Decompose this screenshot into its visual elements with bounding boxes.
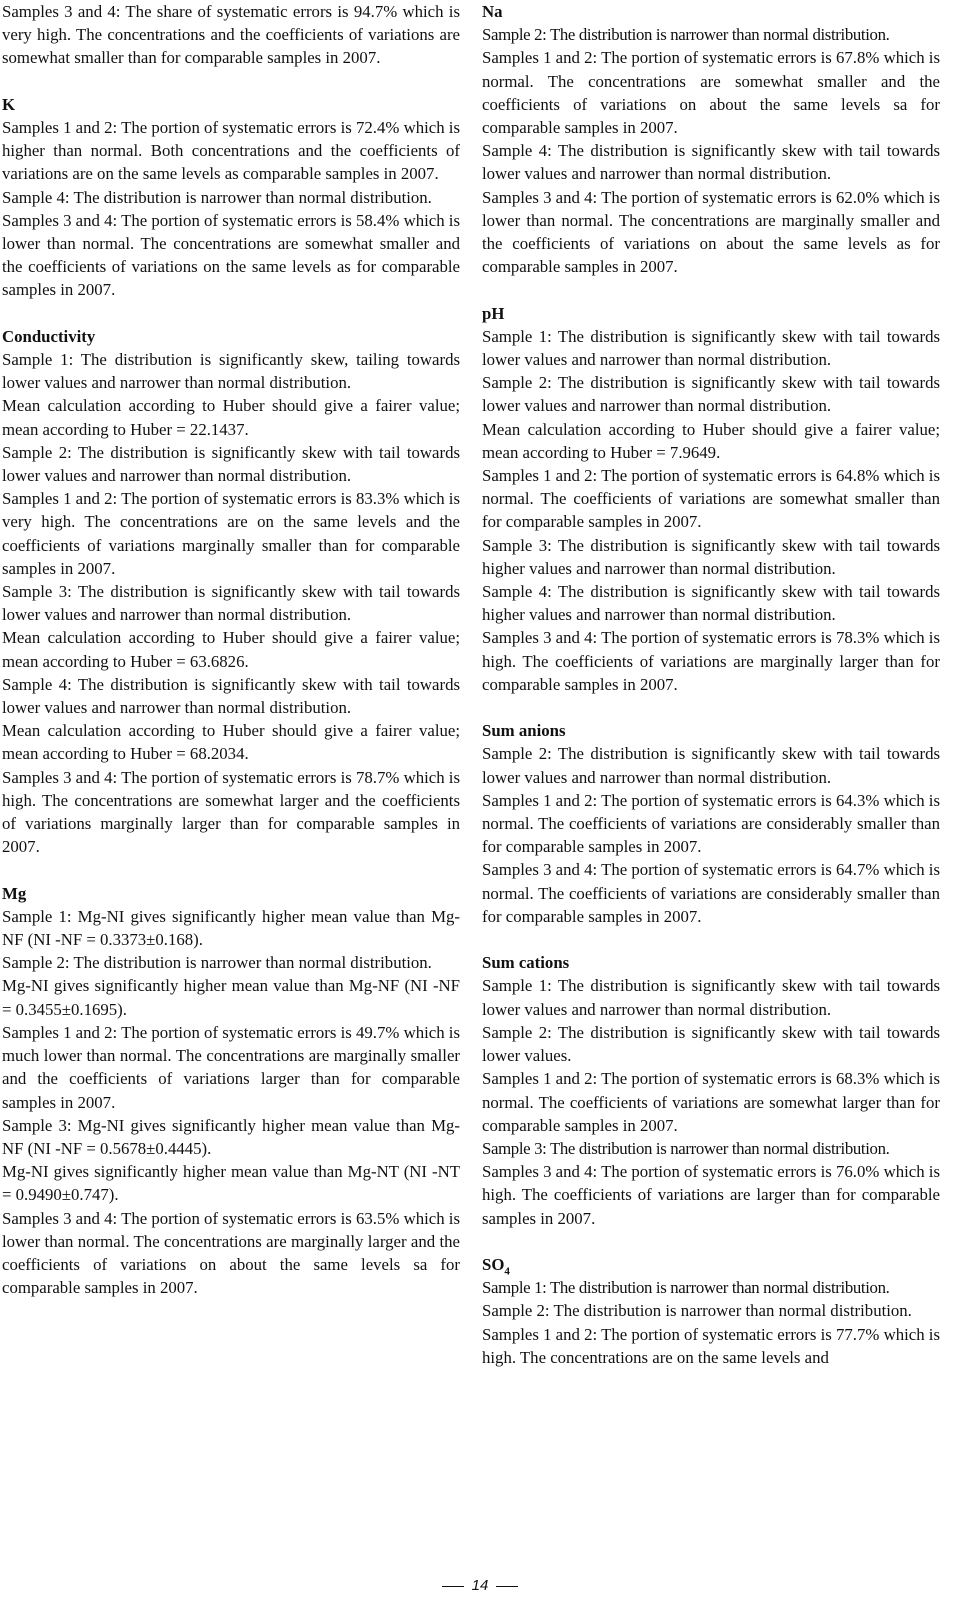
paragraph: Mean calculation according to Huber should give a fairer value; mean according to Huber = 68.2034. [2, 721, 460, 764]
section-heading-ph: pH [482, 303, 505, 323]
paragraph: Sample 3: Mg-NI gives significantly higher mean value than Mg-NF (NI -NF = 0.5678±0.4445). [2, 1115, 460, 1158]
paragraph: Sample 1: The distribution is significantly skew, tailing towards lower values and narrower than normal distribution. [2, 350, 460, 393]
footer-dash-right [496, 1586, 518, 1587]
paragraph: Sample 3: The distribution is narrower than normal distribution. [482, 1138, 890, 1158]
paragraph: Mean calculation according to Huber should give a fairer value; mean according to Huber = 63.6826. [2, 628, 460, 671]
paragraph: Sample 2: The distribution is narrower than normal distribution. [482, 1301, 912, 1321]
section-heading-conductivity: Conductivity [2, 326, 96, 346]
paragraph: Samples 3 and 4: The portion of systematic errors is 78.7% which is high. The concentrations are somewhat larger and the coefficients of variations marginally larger than for comparable samples in 2007. [2, 767, 460, 857]
paragraph: Samples 1 and 2: The portion of systematic errors is 83.3% which is very high. The concentrations are on the same levels and the coefficients of variations marginally smaller than for comparable samples in 2007. [2, 489, 460, 578]
paragraph: Sample 4: The distribution is significantly skew with tail towards lower values and narrower than normal distribution. [2, 674, 460, 718]
left-column [2, 0, 460, 1299]
paragraph: Mean calculation according to Huber should give a fairer value; mean according to Huber = 22.1437. [2, 396, 460, 439]
paragraph: Sample 4: The distribution is significantly skew with tail towards higher values and narrower than normal distribution. [482, 582, 940, 625]
section-heading-sum-anions: Sum anions [482, 721, 566, 741]
page-footer [0, 1577, 960, 1594]
section-heading-sum-cations: Sum cations [482, 953, 570, 973]
paragraph: Samples 3 and 4: The portion of systematic errors is 63.5% which is lower than normal. The concentrations are marginally larger and the coefficients of variations on about the same levels sa for comparable samples in 2007. [2, 1208, 460, 1298]
paragraph: Sample 2: The distribution is significantly skew with tail towards lower values and narrower than normal distribution. [482, 373, 940, 416]
paragraph: Sample 2: The distribution is significantly skew with tail towards lower values and narrower than normal distribution. [2, 442, 460, 486]
paragraph: Sample 4: The distribution is significantly skew with tail towards lower values and narrower than normal distribution. [482, 141, 940, 184]
paragraph: Mg-NI gives significantly higher mean value than Mg-NT (NI -NT = 0.9490±0.747). [2, 1162, 460, 1205]
paragraph: Samples 1 and 2: The portion of systematic errors is 68.3% which is normal. The coefficients of variations are somewhat larger than for comparable samples in 2007. [482, 1069, 940, 1135]
page-number: 14 [471, 1577, 489, 1594]
paragraph: Samples 1 and 2: The portion of systematic errors is 64.3% which is normal. The coefficients of variations are considerably smaller than for comparable samples in 2007. [482, 790, 940, 857]
paragraph: Sample 1: Mg-NI gives significantly higher mean value than Mg-NF (NI -NF = 0.3373±0.168). [2, 906, 460, 950]
section-heading-so4 [482, 1253, 940, 1276]
paragraph: Samples 1 and 2: The portion of systematic errors is 77.7% which is high. The concentrations are on the same levels and [482, 1324, 940, 1367]
paragraph: Samples 3 and 4: The share of systematic errors is 94.7% which is very high. The concentrations and the coefficients of variations are somewhat smaller than for comparable samples in 2007. [2, 2, 460, 68]
paragraph: Samples 1 and 2: The portion of systematic errors is 67.8% which is normal. The concentrations are somewhat smaller and the coefficients of variations on about the same levels sa for comparable samples in 2007. [482, 48, 940, 138]
paragraph: Sample 1: The distribution is significantly skew with tail towards lower values and narrower than normal distribution. [482, 976, 940, 1019]
footer-dash-left [442, 1586, 464, 1587]
right-column [482, 0, 940, 1369]
paragraph: Samples 1 and 2: The portion of systematic errors is 72.4% which is higher than normal. Both concentrations and the coefficients of variations are on the same levels as comparable samples in 2007. [2, 118, 460, 184]
paragraph: Mean calculation according to Huber should give a fairer value; mean according to Huber = 7.9649. [482, 419, 940, 462]
paragraph: Sample 1: The distribution is narrower than normal distribution. [482, 1278, 890, 1298]
paragraph: Sample 2: The distribution is narrower than normal distribution. [482, 25, 890, 45]
paragraph: Sample 3: The distribution is significantly skew with tail towards lower values and narrower than normal distribution. [2, 582, 460, 625]
paragraph: Samples 3 and 4: The portion of systematic errors is 62.0% which is lower than normal. The concentrations are marginally smaller and the coefficients of variations on about the same levels as for comparable samples in 2007. [482, 187, 940, 277]
section-heading-na: Na [482, 2, 503, 21]
paragraph: Sample 2: The distribution is significantly skew with tail towards lower values. [482, 1022, 940, 1066]
paragraph: Samples 3 and 4: The portion of systematic errors is 64.7% which is normal. The coefficients of variations are considerably smaller than for comparable samples in 2007. [482, 860, 940, 926]
paragraph: Samples 1 and 2: The portion of systematic errors is 64.8% which is normal. The coefficients of variations are somewhat smaller than for comparable samples in 2007. [482, 466, 940, 532]
so4-heading-text: SO [482, 1254, 505, 1274]
paragraph: Mg-NI gives significantly higher mean value than Mg-NF (NI -NF = 0.3455±0.1695). [2, 976, 460, 1019]
so4-subscript: 4 [504, 1265, 510, 1278]
paragraph: Sample 3: The distribution is significantly skew with tail towards higher values and narrower than normal distribution. [482, 535, 940, 578]
section-heading-mg: Mg [2, 883, 27, 903]
paragraph: Samples 3 and 4: The portion of systematic errors is 58.4% which is lower than normal. The concentrations are somewhat smaller and the coefficients of variations on the same levels as for comparable samples in 2007. [2, 210, 460, 300]
paragraph: Samples 3 and 4: The portion of systematic errors is 78.3% which is high. The coefficients of variations are marginally larger than for comparable samples in 2007. [482, 628, 940, 694]
section-heading-k: K [2, 94, 16, 114]
paragraph: Sample 2: The distribution is narrower than normal distribution. [2, 953, 432, 973]
paragraph: Sample 1: The distribution is significantly skew with tail towards lower values and narrower than normal distribution. [482, 326, 940, 370]
paragraph: Samples 1 and 2: The portion of systematic errors is 49.7% which is much lower than normal. The concentrations are marginally smaller and the coefficients of variations larger than for comparable samples in 2007. [2, 1022, 460, 1112]
paragraph: Sample 2: The distribution is significantly skew with tail towards lower values and narrower than normal distribution. [482, 744, 940, 787]
paragraph: Samples 3 and 4: The portion of systematic errors is 76.0% which is high. The coefficients of variations are larger than for comparable samples in 2007. [482, 1162, 940, 1228]
paragraph: Sample 4: The distribution is narrower than normal distribution. [2, 187, 432, 207]
